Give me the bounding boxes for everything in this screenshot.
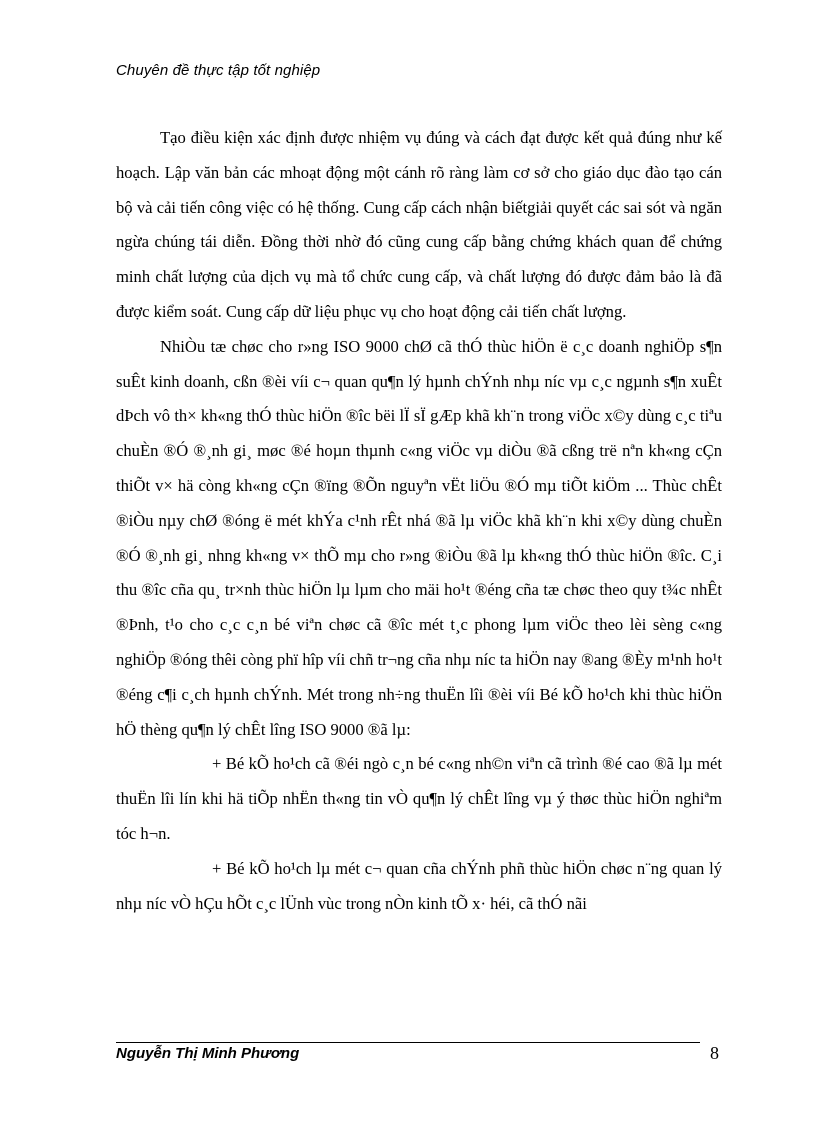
page-number: 8: [710, 1043, 719, 1063]
document-body: [116, 121, 722, 921]
footer-author: Nguyễn Thị Minh Phương: [116, 1045, 300, 1062]
paragraph-3: + Bé kÕ ho¹ch cã ®éi ngò c¸n bé c«ng nh©n viªn cã trình ®é cao ®ã lµ mét thuËn lîi lín khi hä tiÕp nhËn th«ng tin vÒ qu¶n lý chÊt lîng vµ ý thøc thùc hiÖn nghiªm tóc h¬n.: [116, 754, 722, 843]
paragraph-1: Tạo điều kiện xác định được nhiệm vụ đúng và cách đạt được kết quả đúng như kế hoạch. Lập văn bản các mhoạt động một cánh rõ ràng làm cơ sở cho giáo dục đào tạo cán bộ và cải tiến công việc có hệ thống. Cung cấp cách nhận biếtgiải quyết các sai sót và ngăn ngừa chúng tái diễn. Đồng thời nhờ đó cũng cung cấp bằng chứng khách quan để chứng minh chất lượng của dịch vụ mà tổ chức cung cấp, và chất lượng đó được đảm bảo là đã được kiểm soát. Cung cấp dữ liệu phục vụ cho hoạt động cải tiến chất lượng.: [116, 128, 722, 321]
paragraph-4: + Bé kÕ ho¹ch lµ mét c¬ quan cña chÝnh phñ thùc hiÖn chøc n¨ng quan lý nhµ níc vÒ hÇu hÕt c¸c lÜnh vùc trong nÒn kinh tÕ x· héi, cã thÓ nãi: [116, 858, 722, 913]
paragraph-2: NhiÒu tæ chøc cho r»ng ISO 9000 chØ cã thÓ thùc hiÖn ë c¸c doanh nghiÖp s¶n suÊt kinh doanh, cßn ®èi víi c¬ quan qu¶n lý hµnh chÝnh nhµ níc vµ c¸c ngµnh s¶n xuÊt dÞch vô th× kh«ng thÓ thùc hiÖn ®îc bëi lÏ sÏ gÆp khã kh¨n trong viÖc x©y dùng c¸c tiªu chuÈn ®Ó ®¸nh gi¸ møc ®é hoµn thµnh c«ng viÖc vµ diÒu ®ã cßng trë nªn kh«ng cÇn thiÕt v× hä còng kh«ng cÇn ®ïng ®Õn nguyªn vËt liÖu ®Ó mµ tiÕt kiÖm ... Thùc chÊt ®iÒu nµy chØ ®óng ë mét khÝa c¹nh rÊt nhá ®ã lµ viÖc khã kh¨n khi x©y dùng chuÈn ®Ó ®¸nh gi¸ nhng kh«ng v× thÕ mµ cho r»ng ®iÒu ®ã lµ kh«ng thÓ thùc hiÖn ®îc. C¸i thu ®îc cña qu¸ tr×nh thùc hiÖn lµ lµm cho mäi ho¹t ®éng cña tæ chøc theo quy t¾c nhÊt ®Þnh, t¹o cho c¸c c¸n bé viªn chøc cã ®îc mét t¸c phong lµm viÖc theo lèi sèng c«ng nghiÖp ®óng thêi còng phï hîp víi chñ tr¬ng cña nhµ níc ta hiÖn nay ®ang ®Èy m¹nh ho¹t ®éng c¶i c¸ch hµnh chÝnh. Mét trong nh÷ng thuËn lîi ®èi víi Bé kÕ ho¹ch khi thùc hiÖn hÖ thèng qu¶n lý chÊt lîng ISO 9000 ®ã lµ:: [116, 336, 722, 739]
footer-divider: [116, 1042, 700, 1043]
page-header-title: Chuyên đề thực tập tốt nghiệp: [116, 62, 321, 79]
